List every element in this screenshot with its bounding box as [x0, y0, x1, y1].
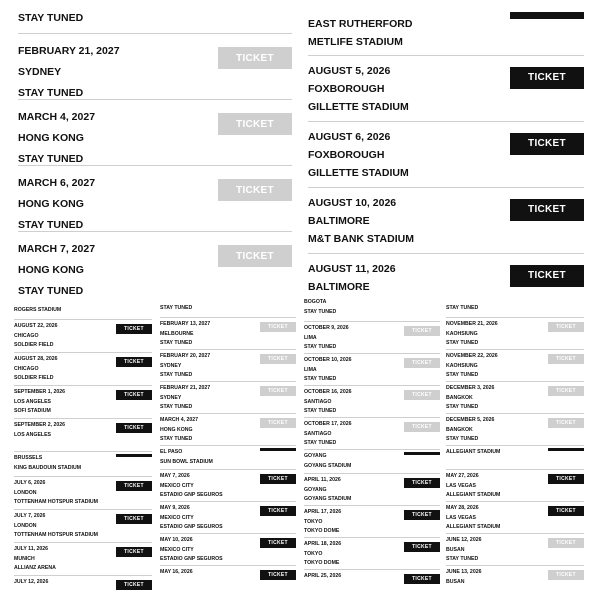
- partial-previous-entry: [160, 300, 296, 318]
- ticket-button[interactable]: TICKET: [116, 357, 152, 367]
- concert-venue: ESTADIO GNP SEGUROS: [160, 524, 223, 530]
- concert-venue: STAY TUNED: [304, 440, 337, 446]
- concert-venue: STAY TUNED: [18, 87, 84, 99]
- partial-previous-entry: [446, 300, 584, 318]
- ticket-button[interactable]: TICKET: [404, 510, 440, 520]
- venue-header-text: GOYANG: [304, 453, 327, 459]
- concert-venue: ALLEGIANT STADIUM: [446, 492, 501, 498]
- concert-row: [308, 122, 584, 188]
- concert-date: JULY 6, 2026: [14, 480, 46, 486]
- concert-venue: ESTADIO GNP SEGUROS: [160, 492, 223, 498]
- ticket-button[interactable]: TICKET: [116, 481, 152, 491]
- concert-city: TOKYO: [304, 550, 323, 557]
- concert-row: [304, 538, 440, 570]
- concert-date: FEBRUARY 21, 2027: [18, 45, 120, 57]
- entry-text: STAY TUNED: [160, 304, 193, 311]
- ticket-button[interactable]: TICKET: [404, 422, 440, 432]
- concert-row: [14, 510, 152, 543]
- concert-date: MAY 16, 2026: [160, 569, 193, 575]
- concert-city: LOS ANGELES: [14, 431, 51, 438]
- concert-row: [304, 322, 440, 354]
- concert-venue: STAY TUNED: [446, 556, 479, 562]
- ticket-button[interactable]: TICKET: [260, 506, 296, 516]
- ticket-button[interactable]: TICKET: [260, 570, 296, 580]
- partial-previous-entry: [18, 0, 292, 34]
- concert-venue: STAY TUNED: [160, 372, 193, 378]
- concert-date: MAY 27, 2026: [446, 473, 479, 479]
- ticket-button[interactable]: TICKET: [404, 574, 440, 584]
- concert-date: OCTOBER 10, 2026: [304, 357, 352, 363]
- partial-previous-entry: [308, 0, 584, 56]
- concert-city: SYDNEY: [18, 66, 62, 78]
- entry-text: STAY TUNED: [18, 12, 84, 25]
- concert-date: JUNE 13, 2026: [446, 569, 482, 575]
- concert-row: [304, 570, 440, 602]
- concert-venue: STAY TUNED: [160, 436, 193, 442]
- entry-text: ROGERS STADIUM: [14, 306, 62, 313]
- concert-date: FEBRUARY 21, 2027: [160, 385, 211, 391]
- concert-venue: SOLDIER FIELD: [14, 342, 54, 348]
- ticket-button[interactable]: TICKET: [260, 538, 296, 548]
- concert-venue: TOTTENHAM HOTSPUR STADIUM: [14, 532, 98, 538]
- concert-row: [18, 100, 292, 166]
- concert-row: [446, 566, 584, 598]
- concert-date: MAY 28, 2026: [446, 505, 479, 511]
- concert-row: [308, 188, 584, 254]
- concert-date: OCTOBER 17, 2026: [304, 421, 352, 427]
- ticket-button[interactable]: TICKET: [548, 354, 584, 364]
- concert-venue: GILLETTE STADIUM: [308, 167, 409, 179]
- concert-city: FOXBOROUGH: [308, 83, 385, 95]
- concert-row: [14, 452, 152, 477]
- concert-date: APRIL 17, 2026: [304, 509, 342, 515]
- ticket-button[interactable]: TICKET: [404, 390, 440, 400]
- concert-city: TOKYO: [304, 518, 323, 525]
- concert-city: CHICAGO: [14, 365, 39, 372]
- panel-tour-list-f: [446, 300, 584, 585]
- concert-venue: STAY TUNED: [304, 408, 337, 414]
- ticket-button[interactable]: TICKET: [548, 322, 584, 332]
- concert-venue: STAY TUNED: [160, 340, 193, 346]
- concert-city: CHICAGO: [14, 332, 39, 339]
- concert-row: [446, 414, 584, 446]
- concert-city: MELBOURNE: [160, 330, 194, 337]
- concert-row: [14, 386, 152, 419]
- concert-row: [446, 446, 584, 470]
- concert-city: HONG KONG: [18, 198, 84, 210]
- concert-date: JUNE 12, 2026: [446, 537, 482, 543]
- concert-city: SANTIAGO: [304, 398, 332, 405]
- concert-date: OCTOBER 9, 2026: [304, 325, 349, 331]
- concert-row: [18, 232, 292, 298]
- concert-row: [304, 450, 440, 474]
- ticket-button[interactable]: TICKET: [510, 133, 584, 155]
- ticket-button[interactable]: TICKET: [260, 386, 296, 396]
- ticket-button[interactable]: TICKET: [404, 326, 440, 336]
- ticket-button[interactable]: TICKET: [510, 199, 584, 221]
- concert-row: [160, 566, 296, 598]
- concert-city: HONG KONG: [160, 426, 193, 433]
- concert-row: [304, 474, 440, 506]
- concert-row: [14, 477, 152, 510]
- ticket-button[interactable]: TICKET: [218, 245, 292, 267]
- partial-previous-entry: [304, 300, 440, 322]
- concert-date: DECEMBER 5, 2026: [446, 417, 495, 423]
- concert-city: SYDNEY: [160, 362, 182, 369]
- concert-date: AUGUST 5, 2026: [308, 65, 391, 77]
- concert-date: MARCH 7, 2027: [18, 243, 96, 255]
- concert-venue: ALLEGIANT STADIUM: [446, 524, 501, 530]
- concert-city: GOYANG: [304, 486, 327, 493]
- venue-header-text: GOYANG STADIUM: [304, 462, 352, 469]
- concert-row: [446, 534, 584, 566]
- concert-row: [160, 382, 296, 414]
- concert-city: SYDNEY: [160, 394, 182, 401]
- concert-date: NOVEMBER 22, 2026: [446, 353, 498, 359]
- entry-text: EAST RUTHERFORD: [308, 17, 413, 30]
- venue-header-text: KING BAUDOUIN STADIUM: [14, 464, 82, 471]
- concert-date: NOVEMBER 21, 2026: [446, 321, 498, 327]
- ticket-button[interactable]: TICKET: [510, 67, 584, 89]
- concert-venue: ALLIANZ ARENA: [14, 565, 56, 571]
- concert-date: APRIL 25, 2026: [304, 573, 342, 579]
- ticket-button[interactable]: TICKET: [116, 547, 152, 557]
- concert-row: [308, 56, 584, 122]
- ticket-button[interactable]: TICKET: [404, 542, 440, 552]
- concert-date: MARCH 4, 2027: [18, 111, 96, 123]
- concert-row: [14, 353, 152, 386]
- concert-city: LAS VEGAS: [446, 482, 476, 489]
- concert-row: [14, 543, 152, 576]
- concert-date: AUGUST 6, 2026: [308, 131, 391, 143]
- concert-date: OCTOBER 16, 2026: [304, 389, 352, 395]
- section-divider-bar: [548, 448, 584, 451]
- concert-date: AUGUST 11, 2026: [308, 263, 396, 275]
- ticket-button[interactable]: TICKET: [218, 179, 292, 201]
- concert-city: LIMA: [304, 366, 317, 373]
- venue-header-text: ALLEGIANT STADIUM: [446, 449, 501, 455]
- section-divider-bar: [116, 454, 152, 457]
- concert-row: [304, 418, 440, 450]
- concert-row: [304, 354, 440, 386]
- venue-header-text: SUN BOWL STADIUM: [160, 458, 213, 465]
- concert-row: [304, 386, 440, 418]
- entry-text: STAY TUNED: [304, 308, 337, 315]
- concert-city: MEXICO CITY: [160, 482, 194, 489]
- ticket-button[interactable]: TICKET: [548, 474, 584, 484]
- concert-city: FOXBOROUGH: [308, 149, 385, 161]
- ticket-button[interactable]: TICKET: [548, 538, 584, 548]
- concert-row: [304, 506, 440, 538]
- concert-date: SEPTEMBER 1, 2026: [14, 389, 66, 395]
- concert-venue: STAY TUNED: [446, 404, 479, 410]
- concert-venue: SOFI STADIUM: [14, 408, 51, 414]
- concert-row: [18, 34, 292, 100]
- concert-venue: GOYANG STADIUM: [304, 496, 352, 502]
- ticket-button[interactable]: TICKET: [260, 322, 296, 332]
- ticket-button[interactable]: TICKET: [116, 514, 152, 524]
- concert-date: FEBRUARY 13, 2027: [160, 321, 211, 327]
- concert-city: MUNICH: [14, 555, 35, 562]
- concert-city: BALTIMORE: [308, 281, 370, 293]
- concert-venue: STAY TUNED: [304, 376, 337, 382]
- concert-city: BUSAN: [446, 546, 465, 553]
- partial-ticket-button[interactable]: [510, 12, 584, 19]
- ticket-button[interactable]: TICKET: [116, 324, 152, 334]
- concert-city: LIMA: [304, 334, 317, 341]
- concert-venue: ESTADIO GNP SEGUROS: [160, 556, 223, 562]
- concert-venue: TOKYO DOME: [304, 560, 340, 566]
- concert-row: [446, 470, 584, 502]
- entry-text: BOGOTA: [304, 299, 327, 306]
- entry-text: STAY TUNED: [446, 304, 479, 311]
- ticket-button[interactable]: TICKET: [404, 478, 440, 488]
- concert-date: APRIL 18, 2026: [304, 541, 342, 547]
- ticket-button[interactable]: TICKET: [548, 386, 584, 396]
- concert-row: [446, 350, 584, 382]
- panel-tour-list-c: [14, 300, 152, 588]
- concert-city: LONDON: [14, 522, 37, 529]
- ticket-button[interactable]: TICKET: [548, 570, 584, 580]
- ticket-button[interactable]: TICKET: [116, 423, 152, 433]
- panel-tour-list-a: [18, 0, 292, 300]
- concert-city: BALTIMORE: [308, 215, 370, 227]
- concert-date: MARCH 4, 2027: [160, 417, 199, 423]
- concert-row: [14, 320, 152, 353]
- concert-venue: STAY TUNED: [446, 372, 479, 378]
- concert-city: LONDON: [14, 489, 37, 496]
- section-divider-bar: [260, 448, 296, 451]
- ticket-button[interactable]: TICKET: [260, 474, 296, 484]
- concert-row: [160, 350, 296, 382]
- venue-header-text: EL PASO: [160, 449, 183, 455]
- concert-city: KAOHSIUNG: [446, 330, 478, 337]
- concert-venue: STAY TUNED: [446, 436, 479, 442]
- concert-date: JULY 11, 2026: [14, 546, 49, 552]
- panel-tour-list-d: [160, 300, 296, 580]
- concert-venue: SOLDIER FIELD: [14, 375, 54, 381]
- concert-venue: TOKYO DOME: [304, 528, 340, 534]
- concert-date: MAY 9, 2026: [160, 505, 190, 511]
- concert-date: MAY 7, 2026: [160, 473, 190, 479]
- concert-city: BUSAN: [446, 578, 465, 585]
- ticket-button[interactable]: TICKET: [218, 47, 292, 69]
- concert-venue: STAY TUNED: [304, 344, 337, 350]
- concert-row: [160, 534, 296, 566]
- concert-city: MEXICO CITY: [160, 546, 194, 553]
- entry-text: METLIFE STADIUM: [308, 35, 403, 48]
- concert-row: [14, 576, 152, 609]
- concert-row: [160, 446, 296, 470]
- concert-venue: M&T BANK STADIUM: [308, 233, 414, 245]
- concert-venue: STAY TUNED: [18, 153, 84, 165]
- ticket-button[interactable]: TICKET: [260, 418, 296, 428]
- concert-venue: GILLETTE STADIUM: [308, 101, 409, 113]
- ticket-button[interactable]: TICKET: [548, 506, 584, 516]
- ticket-button[interactable]: TICKET: [116, 580, 152, 590]
- section-divider-bar: [404, 452, 440, 455]
- concert-row: [160, 318, 296, 350]
- concert-row: [160, 414, 296, 446]
- ticket-button[interactable]: TICKET: [404, 358, 440, 368]
- concert-date: AUGUST 28, 2026: [14, 356, 58, 362]
- venue-header-text: BRUSSELS: [14, 455, 43, 461]
- concert-row: [14, 419, 152, 452]
- concert-venue: STAY TUNED: [160, 404, 193, 410]
- ticket-button[interactable]: TICKET: [218, 113, 292, 135]
- concert-city: BANGKOK: [446, 394, 473, 401]
- concert-date: MARCH 6, 2027: [18, 177, 96, 189]
- concert-venue: TOTTENHAM HOTSPUR STADIUM: [14, 499, 98, 505]
- concert-city: HONG KONG: [18, 132, 84, 144]
- concert-date: SEPTEMBER 2, 2026: [14, 422, 66, 428]
- concert-city: BANGKOK: [446, 426, 473, 433]
- concert-city: SANTIAGO: [304, 430, 332, 437]
- concert-date: DECEMBER 3, 2026: [446, 385, 495, 391]
- concert-city: HONG KONG: [18, 264, 84, 276]
- concert-venue: STAY TUNED: [446, 340, 479, 346]
- concert-date: FEBRUARY 20, 2027: [160, 353, 211, 359]
- concert-date: APRIL 11, 2026: [304, 477, 341, 483]
- concert-city: LOS ANGELES: [14, 398, 51, 405]
- concert-date: JULY 12, 2026: [14, 579, 49, 585]
- ticket-button[interactable]: TICKET: [548, 418, 584, 428]
- concert-date: JULY 7, 2026: [14, 513, 46, 519]
- ticket-button[interactable]: TICKET: [510, 265, 584, 287]
- concert-row: [18, 166, 292, 232]
- concert-date: AUGUST 22, 2026: [14, 323, 58, 329]
- concert-row: [446, 502, 584, 534]
- concert-row: [446, 318, 584, 350]
- concert-venue: STAY TUNED: [18, 219, 84, 231]
- concert-date: MAY 10, 2026: [160, 537, 193, 543]
- panel-tour-list-b: [308, 0, 584, 300]
- concert-row: [160, 502, 296, 534]
- concert-city: MEXICO CITY: [160, 514, 194, 521]
- concert-row: [160, 470, 296, 502]
- concert-date: AUGUST 10, 2026: [308, 197, 397, 209]
- ticket-button[interactable]: TICKET: [116, 390, 152, 400]
- panel-tour-list-e: [304, 300, 440, 580]
- ticket-button[interactable]: TICKET: [260, 354, 296, 364]
- partial-previous-entry: [14, 300, 152, 320]
- concert-row: [446, 382, 584, 414]
- concert-venue: STAY TUNED: [18, 285, 84, 297]
- concert-city: LAS VEGAS: [446, 514, 476, 521]
- concert-city: KAOHSIUNG: [446, 362, 478, 369]
